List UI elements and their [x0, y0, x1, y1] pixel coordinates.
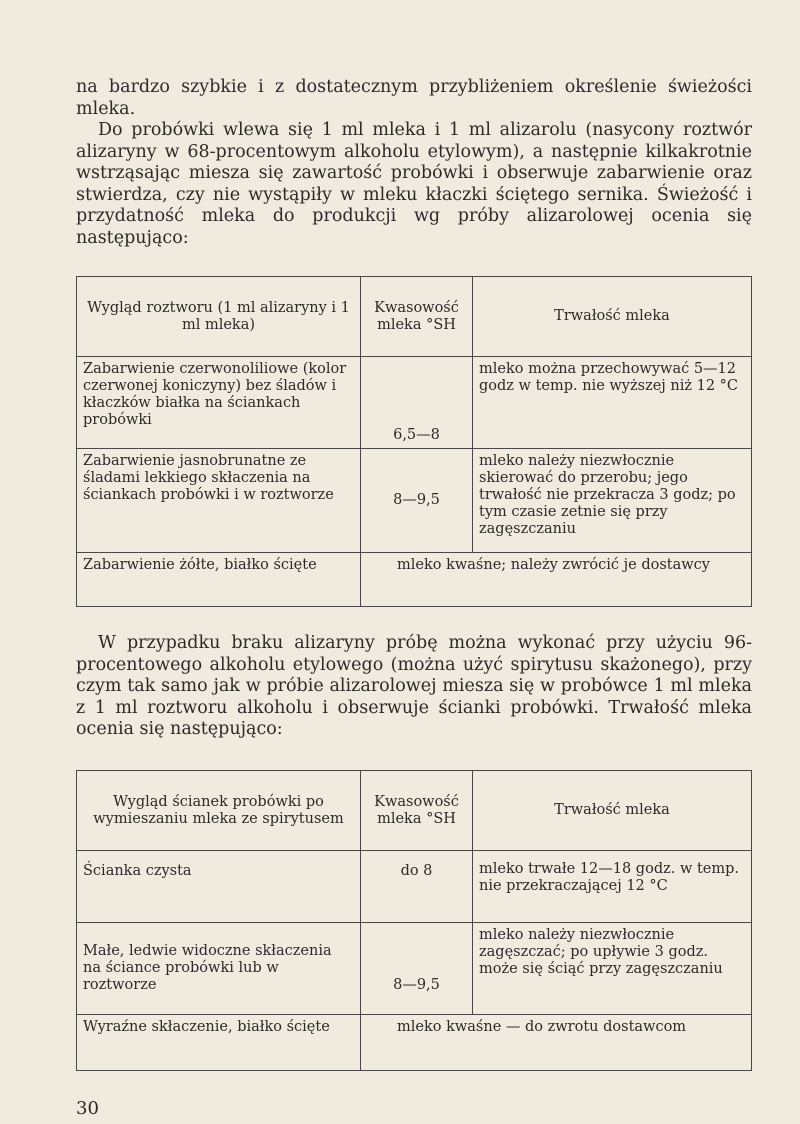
table-row	[77, 357, 752, 449]
cell-appearance: Wyraźne skłaczenie, białko ścięte	[77, 1015, 361, 1071]
table-row	[77, 449, 752, 553]
cell-durability: mleko należy niezwłocznie skierować do przerobu; jego trwałość nie przekracza 3 godz; po tym czasie zetnie się przy zagęszczaniu	[473, 449, 752, 553]
alizarol-test-table	[76, 276, 752, 607]
paragraph-alizarol-method: Do probówki wlewa się 1 ml mleka i 1 ml alizarolu (nasycony roztwór alizaryny w 68-procentowym alkoholu etylowym), a następnie kilkakrotnie wstrząsając miesza się zawartość probówki i obserwuje zabarwienie oraz stwierdza, czy nie wystąpiły w mleku kłaczki ściętego sernika. Świeżość i przydatność mleka do produkcji wg próby alizarolowej ocenia się następująco:	[76, 120, 752, 248]
cell-appearance: Zabarwienie czerwonoliliowe (kolor czerwonej koniczyny) bez śladów i kłaczków białka na ściankach probówki	[77, 357, 361, 449]
table-row	[77, 851, 752, 923]
table-row	[77, 553, 752, 607]
cell-merged-durability: mleko kwaśne — do zwrotu dostawcom	[361, 1015, 752, 1071]
paragraph-alcohol-test: W przypadku braku alizaryny próbę można wykonać przy użyciu 96-procentowego alkoholu etylowego (można użyć spirytusu skażonego), przy czym tak samo jak w próbie alizarolowej miesza się w probówce 1 ml mleka z 1 ml roztworu alkoholu i obserwuje ścianki probówki. Trwałość mleka ocenia się następująco:	[76, 633, 752, 739]
table-row	[77, 1015, 752, 1071]
header-appearance: Wygląd ścianek probówki po wymieszaniu mleka ze spirytusem	[77, 771, 361, 851]
cell-appearance: Zabarwienie jasnobrunatne ze śladami lekkiego skłaczenia na ściankach probówki i w roztworze	[77, 449, 361, 553]
table-row	[77, 923, 752, 1015]
cell-merged-durability: mleko kwaśne; należy zwrócić je dostawcy	[361, 553, 752, 607]
cell-acidity: 8—9,5	[361, 923, 473, 1015]
cell-acidity: do 8	[361, 851, 473, 923]
paragraph-continuation: na bardzo szybkie i z dostatecznym przybliżeniem określenie świeżości mleka.	[76, 77, 752, 119]
paragraph-alizarol-intro	[76, 77, 752, 249]
alcohol-test-table	[76, 770, 752, 1071]
table-header-row	[77, 277, 752, 357]
cell-appearance: Zabarwienie żółte, białko ścięte	[77, 553, 361, 607]
header-acidity: Kwasowość mleka °SH	[361, 771, 473, 851]
cell-acidity: 6,5—8	[361, 357, 473, 449]
cell-acidity: 8—9,5	[361, 449, 473, 553]
header-acidity: Kwasowość mleka °SH	[361, 277, 473, 357]
header-durability: Trwałość mleka	[473, 771, 752, 851]
cell-appearance: Ścianka czysta	[77, 851, 361, 923]
cell-appearance: Małe, ledwie widoczne skłaczenia na ściance probówki lub w roztworze	[77, 923, 361, 1015]
page-number: 30	[76, 1098, 99, 1119]
cell-durability: mleko należy niezwłocznie zagęszczać; po upływie 3 godz. może się ściąć przy zagęszczaniu	[473, 923, 752, 1015]
header-appearance: Wygląd roztworu (1 ml alizaryny i 1 ml mleka)	[77, 277, 361, 357]
table-header-row	[77, 771, 752, 851]
header-durability: Trwałość mleka	[473, 277, 752, 357]
cell-durability: mleko trwałe 12—18 godz. w temp. nie przekraczającej 12 °C	[473, 851, 752, 923]
cell-durability: mleko można przechowywać 5—12 godz w temp. nie wyższej niż 12 °C	[473, 357, 752, 449]
